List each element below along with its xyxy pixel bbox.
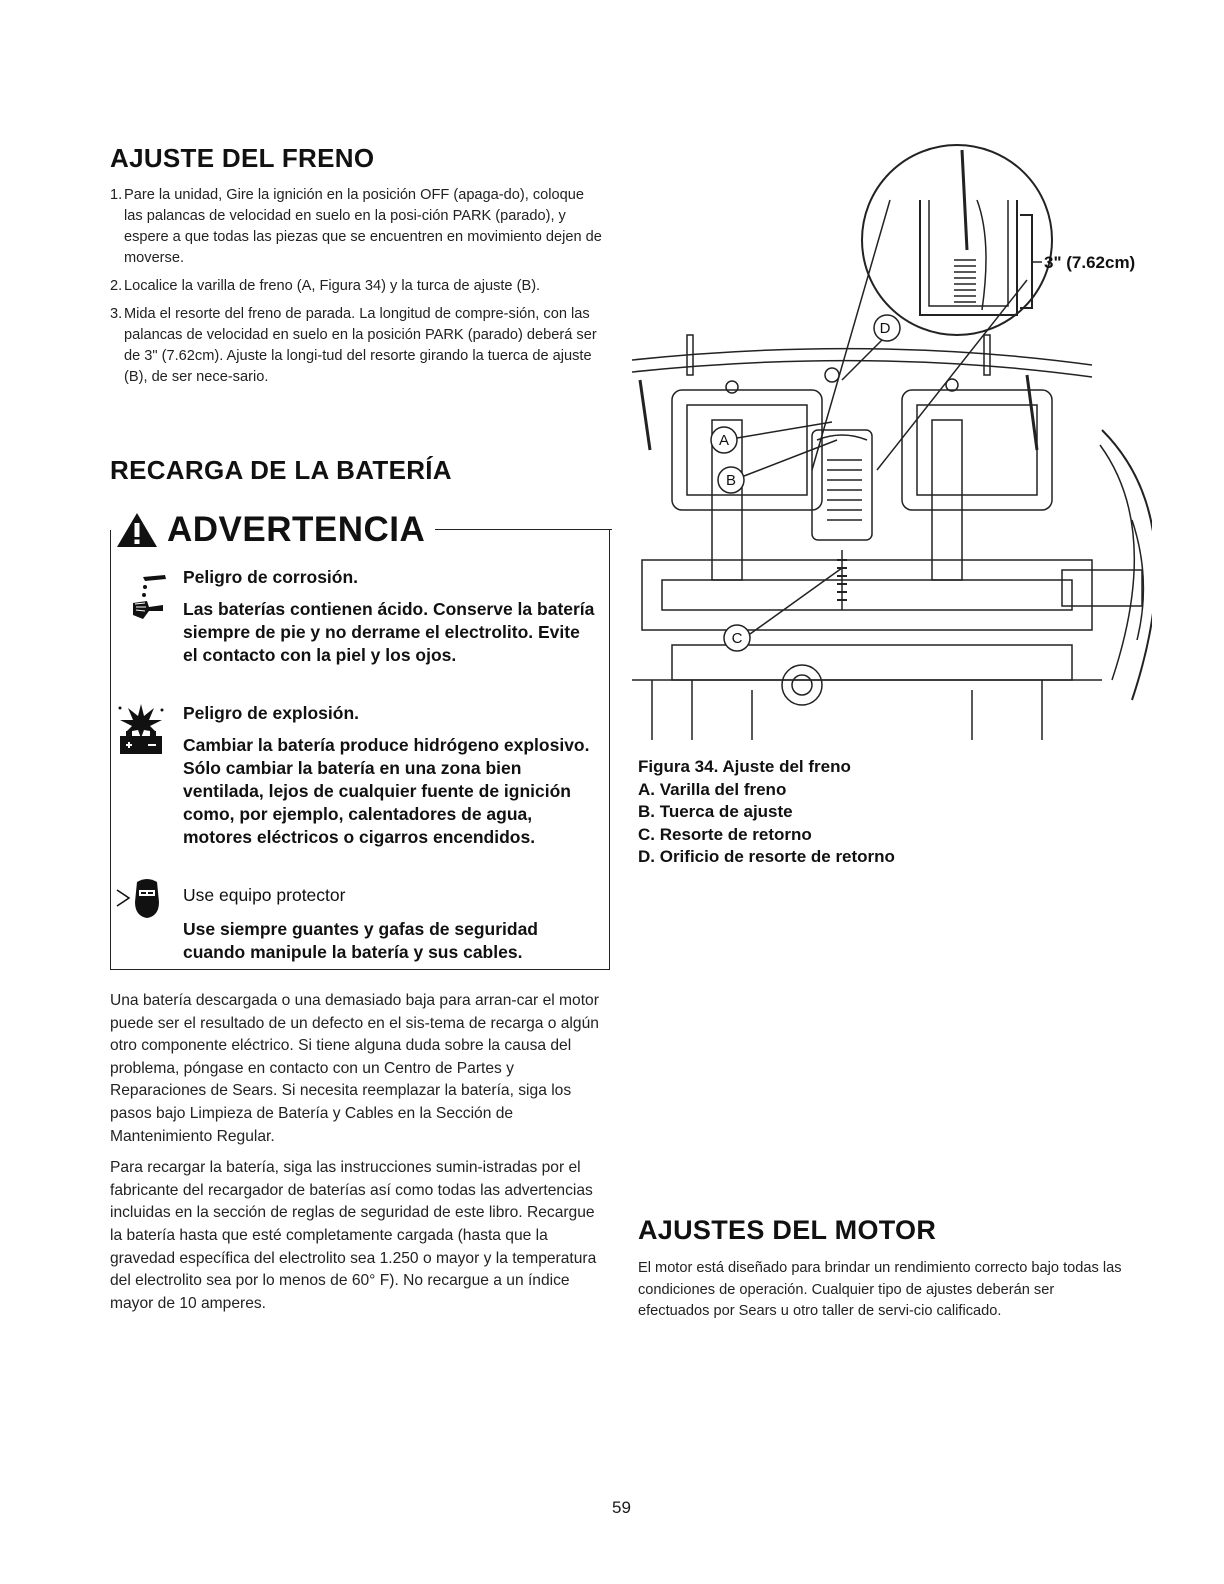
hazard-title-corrosion: Peligro de corrosión. <box>183 567 359 587</box>
figure-caption-title: Figura 34. Ajuste del freno <box>638 757 851 776</box>
callout-b: B <box>725 472 737 489</box>
battery-paragraph-2: Para recargar la batería, siga las instrucciones sumin-istradas por el fabricante del recargador de baterías así como todas las advertencias incluidas en la sección de reglas de seguridad de este libro. Recargue la batería hasta que esté completamente cargada (hasta que la gravedad específica del electrolito sea 1.250 o mayor y la temperatura del electrolito sea por lo menos de 60° F). No recargue a un índice mayor de 10 amperes. <box>110 1159 597 1312</box>
step-number: 3. <box>110 306 123 322</box>
motor-text: El motor está diseñado para brindar un rendimiento correcto bajo todas las condiciones de operación. Cualquier tipo de ajustes deberán ser efectuados por Sears u otro taller de servi-cio calificado. <box>638 1260 1122 1319</box>
step-number: 2. <box>110 278 123 294</box>
warning-header <box>115 510 435 550</box>
step-text: Localice la varilla de freno (A, Figura 34) y la turca de ajuste (B). <box>124 278 541 294</box>
protective-gear-icon <box>115 876 165 920</box>
warning-title: ADVERTENCIA <box>167 510 426 549</box>
warning-triangle-icon <box>115 511 159 549</box>
step-text: Mida el resorte del freno de parada. La longitud de compre-sión, con las palancas de velocidad en suelo en la posición PARK (parado) deberá ser de 3" (7.62cm). Ajuste la longi-tud del resorte girando la tuerca de ajuste (B), de ser nece-sario. <box>124 306 597 385</box>
figure-caption <box>638 756 1158 869</box>
brake-section-title: AJUSTE DEL FRENO <box>110 143 375 173</box>
figure-caption-item: C. Resorte de retorno <box>638 824 812 844</box>
step-number: 1. <box>110 187 123 203</box>
step-text: Pare la unidad, Gire la ignición en la posición OFF (apaga-do), coloque las palancas de velocidad en suelo en la posi-ción PARK (parado), y espere a que todas las piezas que se encuentren en movimiento dejen de moverse. <box>124 187 602 266</box>
brake-adjustment-figure <box>632 140 1152 755</box>
corrosion-icon <box>125 573 170 623</box>
hazard-title-protective-gear: Use equipo protector <box>183 885 346 905</box>
list-item <box>110 304 605 388</box>
warning-header-rule <box>430 529 612 530</box>
motor-section-title: AJUSTES DEL MOTOR <box>638 1215 937 1245</box>
page-number: 59 <box>612 1498 631 1517</box>
hazard-text-protective-gear: Use siempre guantes y gafas de seguridad cuando manipule la batería y sus cables. <box>183 919 538 962</box>
explosion-icon <box>116 702 166 756</box>
callout-a: A <box>718 432 730 449</box>
battery-body <box>110 990 610 1324</box>
list-item <box>110 276 605 297</box>
hazard-text-explosion: Cambiar la batería produce hidrógeno explosivo. Sólo cambiar la batería en una zona bien ventilada, lejos de cualquier fuente de ignición como, por ejemplo, calentadores de agua, motores eléctricos o cigarros encendidos. <box>183 735 590 847</box>
hazard-title-explosion: Peligro de explosión. <box>183 703 360 723</box>
measurement-label: 3" (7.62cm) <box>1044 253 1136 272</box>
figure-caption-item: B. Tuerca de ajuste <box>638 802 793 821</box>
figure-caption-item: A. Varilla del freno <box>638 779 787 799</box>
hazard-text-corrosion: Las baterías contienen ácido. Conserve la batería siempre de pie y no derrame el electrolito. Evite el contacto con la piel y los ojos. <box>183 599 595 665</box>
callout-c: C <box>731 630 743 647</box>
list-item <box>110 185 605 269</box>
figure-caption-item: D. Orificio de resorte de retorno <box>638 847 895 866</box>
callout-d: D <box>879 320 891 337</box>
battery-paragraph-1: Una batería descargada o una demasiado baja para arran-car el motor puede ser el resultado de un defecto en el sis-tema de recarga o algún otro componente eléctrico. Si tiene alguna duda sobre la causa del problema, póngase en contacto con un Centro de Partes y Reparaciones de Sears. Si necesita reemplazar la batería, siga los pasos bajo Limpieza de Batería y Cables en la Sección de Mantenimiento Regular. <box>110 992 599 1145</box>
brake-steps-list <box>110 185 605 395</box>
battery-section-title: RECARGA DE LA BATERÍA <box>110 455 452 485</box>
